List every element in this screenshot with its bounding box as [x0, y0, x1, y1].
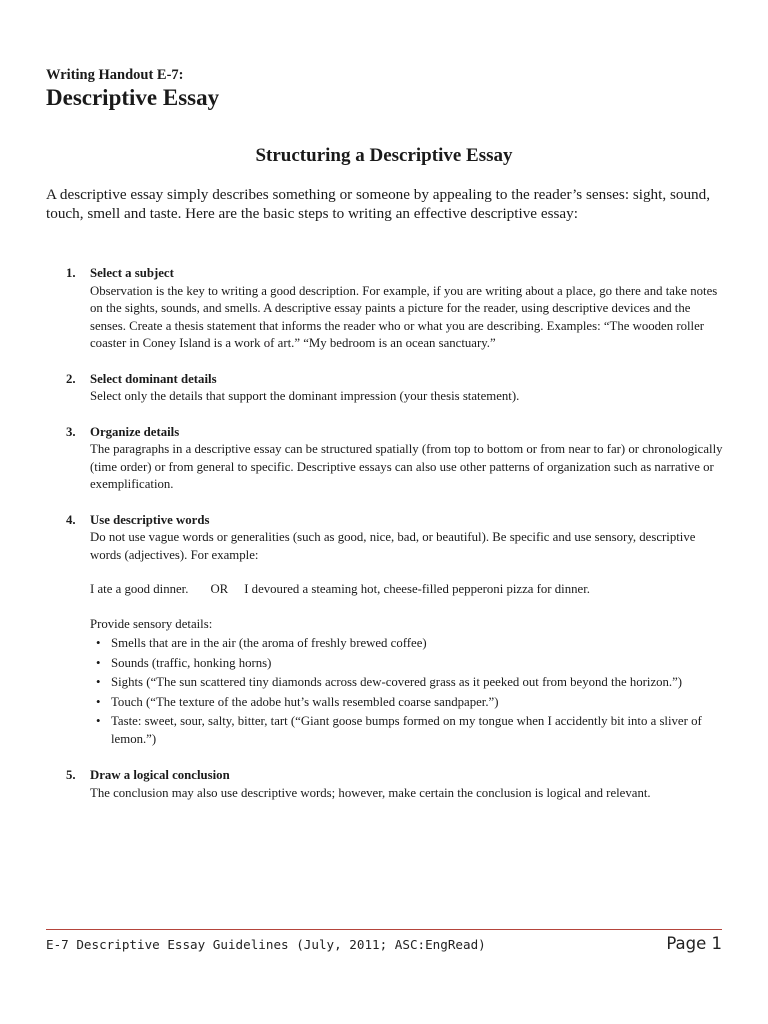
list-item: • Sounds (traffic, honking horns) [90, 655, 728, 673]
example-vague: I ate a good dinner. [90, 582, 189, 596]
sensory-bullet-list [90, 635, 728, 748]
bullet-icon: • [96, 714, 101, 728]
step-heading: Select dominant details [90, 371, 217, 386]
step-number: 2. [66, 371, 76, 386]
intro-paragraph: A descriptive essay simply describes something or someone by appealing to the reader’s senses: sight, sound, touch, smell and taste. Here are the basic steps to writing an effective descriptive essay: [46, 186, 711, 222]
example-comparison [90, 581, 728, 599]
step-5 [66, 767, 728, 802]
bullet-icon: • [96, 694, 101, 709]
footer-citation: E-7 Descriptive Essay Guidelines (July, 2011; ASC:EngRead) [46, 937, 486, 952]
step-number: 4. [66, 512, 76, 527]
bullet-icon: • [96, 655, 101, 670]
step-4 [66, 512, 728, 749]
step-body: The paragraphs in a descriptive essay can be structured spatially (from top to bottom or from near to far) or chronologically (time order) or from general to specific. Descriptive essays can also use other patterns of organization such as narrative or exemplification. [90, 442, 723, 491]
step-body: The conclusion may also use descriptive words; however, make certain the conclusion is logical and relevant. [90, 785, 651, 800]
step-1 [66, 265, 728, 353]
step-body: Select only the details that support the dominant impression (your thesis statement). [90, 389, 520, 403]
handout-label: Writing Handout E-7: [46, 67, 184, 83]
step-3 [66, 424, 728, 494]
step-body: Observation is the key to writing a good description. For example, if you are writing about a place, go there and take notes on the sights, sounds, and smells. A descriptive essay paints a picture for the reader, using descriptive devices and the senses. Create a thesis statement that informs the reader who or what you are describing. Examples: “The wooden roller coaster in Coney Island is a work of art.” “My bedroom is an ocean sanctuary.” [90, 283, 718, 350]
list-item: • Sights (“The sun scattered tiny diamonds across dew-covered grass as it peeked out from beyond the horizon.”) [90, 674, 728, 692]
step-heading: Organize details [90, 424, 180, 439]
step-heading: Draw a logical conclusion [90, 768, 230, 782]
step-2 [66, 371, 728, 406]
step-number: 5. [66, 768, 76, 782]
example-specific: I devoured a steaming hot, cheese-filled pepperoni pizza for dinner. [244, 582, 590, 596]
step-body: Do not use vague words or generalities (such as good, nice, bad, or beautiful). Be specific and use sensory, descriptive words (adjectives). For example: [90, 530, 696, 562]
list-item: • Smells that are in the air (the aroma of freshly brewed coffee) [90, 635, 728, 653]
footer-divider [46, 929, 722, 930]
step-heading: Use descriptive words [90, 512, 210, 527]
example-or: OR [210, 582, 229, 596]
sensory-details-label: Provide sensory details: [90, 616, 213, 631]
steps-list [66, 265, 728, 802]
page-number: Page 1 [666, 934, 722, 953]
bullet-icon: • [96, 636, 101, 650]
document-title: Descriptive Essay [46, 85, 220, 110]
bullet-icon: • [96, 675, 101, 689]
step-number: 1. [66, 266, 76, 280]
step-heading: Select a subject [90, 266, 174, 280]
section-title: Structuring a Descriptive Essay [255, 145, 513, 166]
list-item: • Taste: sweet, sour, salty, bitter, tart (“Giant goose bumps formed on my tongue when I accidently bit into a sliver of lemon.”) [96, 714, 702, 746]
list-item: • Touch (“The texture of the adobe hut’s walls resembled coarse sandpaper.”) [90, 694, 728, 712]
step-number: 3. [66, 424, 76, 439]
